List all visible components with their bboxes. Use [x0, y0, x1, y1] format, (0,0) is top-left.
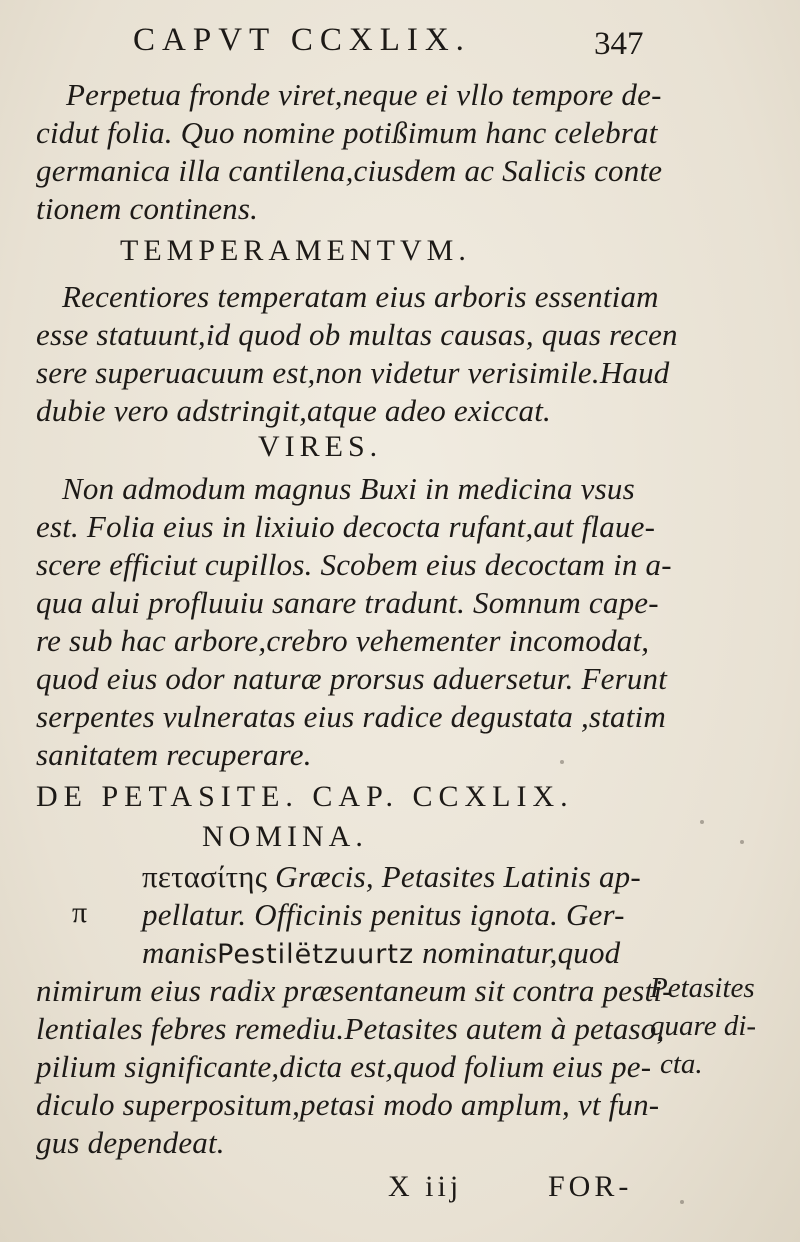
text-line: scere efficiut cupillos. Scobem eius decoctam in a-: [36, 547, 672, 582]
text-span: Græcis, Petasites Latinis ap-: [267, 859, 641, 894]
text-line: lentiales febres remediu.Petasites autem à petaso,: [36, 1011, 665, 1046]
ink-speck: [680, 1200, 684, 1204]
text-line: tionem continens.: [36, 191, 259, 226]
section-heading-vires: VIRES.: [258, 430, 383, 463]
page-number: 347: [594, 26, 644, 62]
german-word: Pestilëtzuurtz: [217, 939, 415, 970]
catchword: FOR-: [548, 1170, 633, 1203]
section-heading-temperamentum: TEMPERAMENTVM.: [120, 234, 471, 267]
text-line: Non admodum magnus Buxi in medicina vsus: [62, 471, 635, 506]
text-line: sanitatem recuperare.: [36, 737, 312, 772]
text-line: re sub hac arbore,crebro vehementer incomodat,: [36, 623, 650, 658]
text-span: manis: [142, 935, 218, 970]
text-line: est. Folia eius in lixiuio decocta rufant,aut flaue-: [36, 509, 656, 544]
initial-letter: π: [72, 896, 88, 929]
text-line: qua alui profluuiu sanare tradunt. Somnum cape-: [36, 585, 659, 620]
text-line: pellatur. Officinis penitus ignota. Ger-: [142, 897, 625, 932]
text-line: [142, 858, 641, 896]
text-line: sere superuacuum est,non videtur verisimile.Haud: [36, 355, 670, 390]
text-span: nominatur,quod: [414, 935, 621, 970]
text-line: dubie vero adstringit,atque adeo exiccat.: [36, 393, 551, 428]
running-title: CAPVT CCXLIX.: [133, 22, 471, 58]
text-line: cidut folia. Quo nomine potißimum hanc celebrat: [36, 115, 658, 150]
ink-speck: [560, 760, 564, 764]
text-line: diculo superpositum,petasi modo amplum, vt fun-: [36, 1087, 660, 1122]
text-line: [142, 934, 620, 974]
section-heading-nomina: NOMINA.: [202, 820, 368, 853]
text-line: germanica illa cantilena,ciusdem ac Salicis conte: [36, 153, 663, 188]
signature-mark: X iij: [388, 1170, 463, 1203]
margin-note: cta.: [660, 1048, 703, 1080]
text-line: quod eius odor naturæ prorsus aduersetur. Ferunt: [36, 661, 668, 696]
text-line: gus dependeat.: [36, 1125, 225, 1160]
ink-speck: [740, 840, 744, 844]
ink-speck: [700, 820, 704, 824]
margin-note: quare di-: [650, 1010, 757, 1042]
margin-note: Petasites: [650, 972, 755, 1004]
text-line: Perpetua fronde viret,neque ei vllo tempore de-: [66, 77, 662, 112]
greek-word: πετασίτης: [142, 859, 268, 894]
text-line: esse statuunt,id quod ob multas causas, quas recen: [36, 317, 678, 352]
text-line: nimirum eius radix præsentaneum sit contra pesti-: [36, 973, 673, 1008]
text-line: pilium significante,dicta est,quod folium eius pe-: [36, 1049, 652, 1084]
chapter-heading: DE PETASITE. CAP. CCXLIX.: [36, 780, 574, 813]
text-line: Recentiores temperatam eius arboris essentiam: [62, 279, 659, 314]
text-line: serpentes vulneratas eius radice degustata ,statim: [36, 699, 666, 734]
